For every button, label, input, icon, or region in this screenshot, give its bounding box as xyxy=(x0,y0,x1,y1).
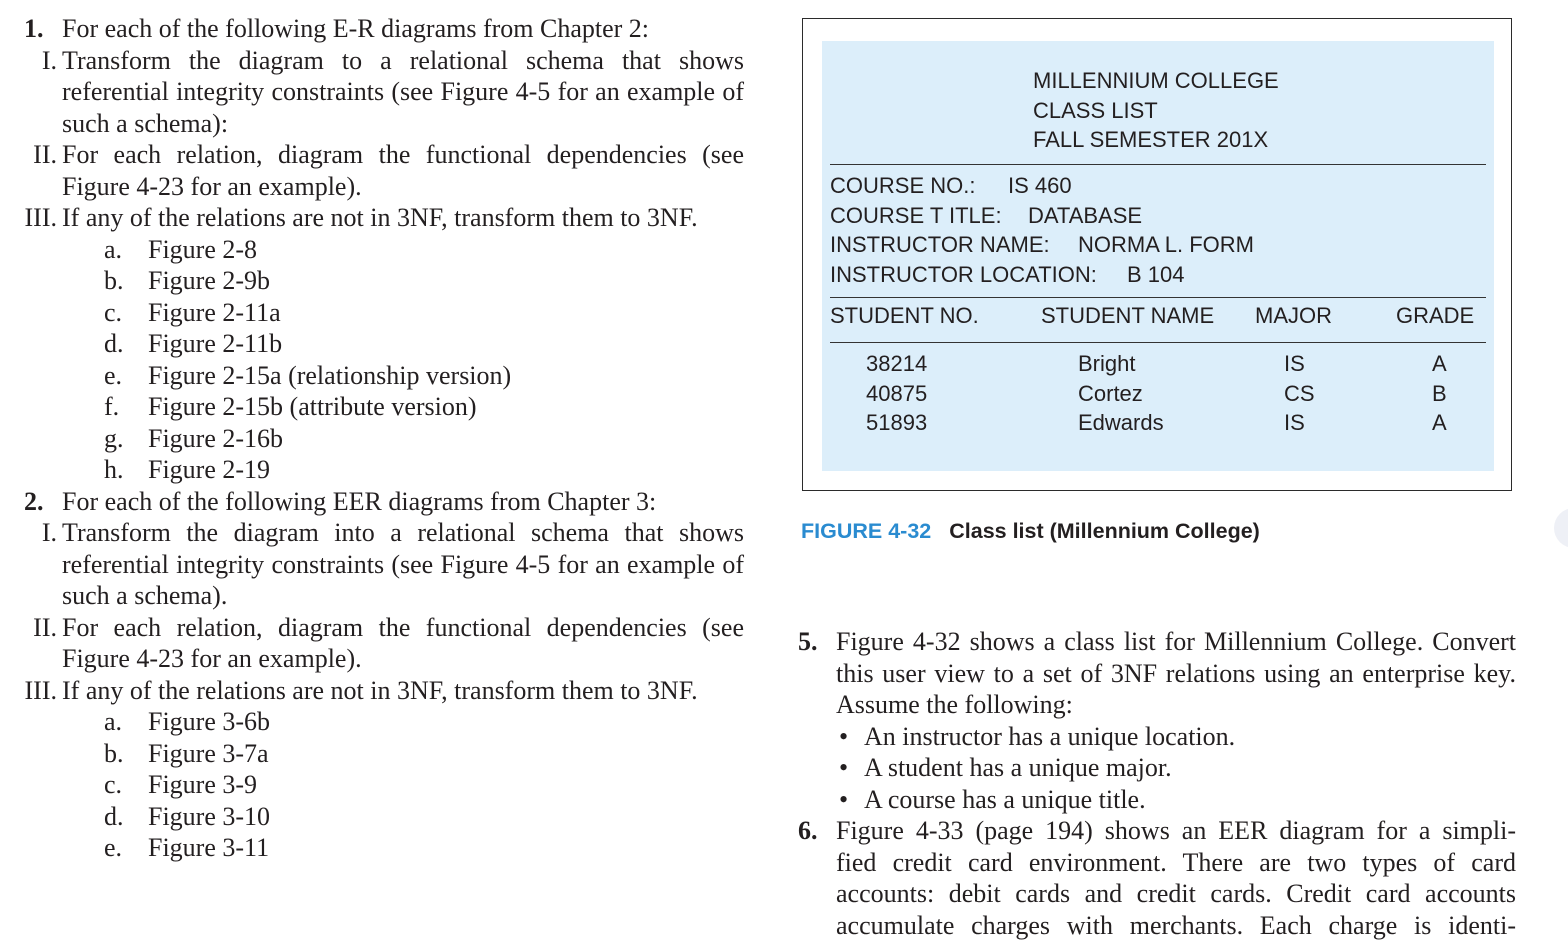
column-header: GRADE xyxy=(1396,303,1475,328)
edge-overlay xyxy=(1554,508,1568,548)
question-text xyxy=(836,815,1516,941)
table-cell: CS xyxy=(1284,380,1315,406)
item-text: Figure 2-19 xyxy=(148,455,271,484)
step-label: III. xyxy=(24,203,57,232)
item-label: h. xyxy=(104,455,124,484)
question-text: For each of the following EER diagrams from Chapter 3: xyxy=(62,486,657,516)
bullet-icon: • xyxy=(839,753,849,782)
column-header: STUDENT NAME xyxy=(1041,303,1215,328)
item-label: b. xyxy=(104,266,124,295)
question-1 xyxy=(24,13,744,486)
table-cell: 38214 xyxy=(866,351,928,376)
item-label: c. xyxy=(104,297,123,327)
text-line: accounts: debit cards and credit cards. Credit card accounts xyxy=(836,879,1516,908)
class-list-form xyxy=(822,41,1494,471)
item-text: A student has a unique major. xyxy=(864,753,1172,782)
list-item xyxy=(104,360,744,392)
item-text: Figure 2-8 xyxy=(148,234,258,264)
info-value: DATABASE xyxy=(1028,202,1143,228)
table-cell: Edwards xyxy=(1078,410,1164,435)
table-cell: B xyxy=(1432,380,1447,406)
info-label: COURSE NO.: xyxy=(830,173,976,198)
step-label: II. xyxy=(33,612,57,642)
question-text: For each of the following E-R diagrams from Chapter 2: xyxy=(62,14,650,43)
info-row xyxy=(830,201,1142,231)
figure-frame xyxy=(802,18,1512,491)
divider xyxy=(830,342,1486,343)
left-column xyxy=(24,13,744,864)
table-cell: IS xyxy=(1284,410,1305,435)
item-label: c. xyxy=(104,770,123,799)
item-text: Figure 3-9 xyxy=(148,770,258,799)
semester: FALL SEMESTER 201X xyxy=(1033,127,1269,152)
list-item xyxy=(104,265,744,297)
text-line: accumulate charges with merchants. Each charge is identi- xyxy=(836,910,1516,940)
info-row xyxy=(830,260,1185,290)
info-row xyxy=(830,171,1072,201)
instruction-step xyxy=(33,612,744,675)
question-number: 2. xyxy=(24,486,44,516)
table-cell: A xyxy=(1432,351,1447,376)
question-6 xyxy=(798,815,1516,941)
item-label: a. xyxy=(104,234,123,264)
text-line: Figure 4-33 (page 194) shows an EER diagram for a simpli- xyxy=(836,816,1516,845)
item-text: Figure 3-7a xyxy=(148,738,269,768)
list-item xyxy=(104,769,744,801)
table-cell: Cortez xyxy=(1078,380,1143,406)
bullet-icon: • xyxy=(839,721,849,751)
info-value: B 104 xyxy=(1127,261,1185,287)
item-text: Figure 2-15a (relationship version) xyxy=(148,360,512,390)
list-item xyxy=(104,738,744,770)
item-text: Figure 3-6b xyxy=(148,707,271,736)
list-item xyxy=(104,801,744,833)
figure-list xyxy=(104,706,744,864)
table-cell: 51893 xyxy=(866,410,928,435)
item-text: Figure 2-15b (attribute version) xyxy=(148,392,477,421)
right-column xyxy=(798,626,1516,941)
step-text: If any of the relations are not in 3NF, transform them to 3NF. xyxy=(62,203,698,232)
list-item xyxy=(836,752,1516,784)
instruction-step xyxy=(41,517,744,612)
item-text: Figure 2-11a xyxy=(148,297,281,327)
info-value: NORMA L. FORM xyxy=(1078,232,1255,257)
figure-number: FIGURE 4-32 xyxy=(801,519,932,543)
list-item xyxy=(104,423,744,455)
step-text: For each relation, diagram the functional dependencies (see Figure 4-23 for an example). xyxy=(62,612,744,673)
form-header xyxy=(1033,66,1279,155)
instruction-step xyxy=(33,139,744,202)
step-text: Transform the diagram to a relational schema that shows referential integrity constraints (see Figure 4-5 for an example of such a schema): xyxy=(62,45,744,138)
college-name: MILLENNIUM COLLEGE xyxy=(1033,68,1279,93)
info-label: COURSE T ITLE: xyxy=(830,202,1002,228)
item-label: e. xyxy=(104,833,123,862)
table-cell: Bright xyxy=(1078,351,1136,376)
step-label: III. xyxy=(24,675,57,705)
list-item xyxy=(836,784,1516,816)
step-label: II. xyxy=(33,140,57,169)
question-number: 5. xyxy=(798,627,818,656)
step-text: For each relation, diagram the functional dependencies (see Figure 4-23 for an example). xyxy=(62,140,744,201)
item-label: a. xyxy=(104,707,123,736)
column-header: MAJOR xyxy=(1255,303,1332,328)
question-2 xyxy=(24,486,744,864)
list-item xyxy=(104,234,744,266)
column-header: STUDENT NO. xyxy=(830,303,979,328)
list-item xyxy=(836,721,1516,753)
list-item xyxy=(104,391,744,423)
figure-list xyxy=(104,234,744,486)
table-cell: 40875 xyxy=(866,380,928,406)
item-text: Figure 2-11b xyxy=(148,329,283,358)
table-cell: IS xyxy=(1284,351,1305,376)
assumption-list xyxy=(836,721,1516,816)
item-label: d. xyxy=(104,801,124,831)
item-text: Figure 2-16b xyxy=(148,423,284,453)
item-text: Figure 2-9b xyxy=(148,266,271,295)
item-label: f. xyxy=(104,392,120,421)
divider xyxy=(830,164,1486,165)
step-label: I. xyxy=(41,45,57,75)
item-label: e. xyxy=(104,360,123,390)
info-value: IS 460 xyxy=(1008,173,1072,198)
item-text: Figure 3-11 xyxy=(148,833,270,862)
step-label: I. xyxy=(41,518,57,547)
info-row xyxy=(830,230,1254,260)
item-text: Figure 3-10 xyxy=(148,801,271,831)
figure-caption xyxy=(801,519,1260,544)
question-number: 6. xyxy=(798,816,818,845)
list-item xyxy=(104,706,744,738)
table-cell: A xyxy=(1432,410,1447,435)
instruction-step xyxy=(24,202,744,234)
divider xyxy=(830,297,1486,298)
info-label: INSTRUCTOR LOCATION: xyxy=(830,261,1097,287)
question-text: Figure 4-32 shows a class list for Millennium College. Convert this user view to a set of 3NF relations using an enterprise key. Assume the following: xyxy=(836,627,1516,719)
item-label: b. xyxy=(104,738,124,768)
item-label: g. xyxy=(104,423,124,453)
info-label: INSTRUCTOR NAME: xyxy=(830,232,1050,257)
item-label: d. xyxy=(104,329,124,358)
item-text: A course has a unique title. xyxy=(864,784,1146,814)
list-item xyxy=(104,328,744,360)
instruction-step xyxy=(24,675,744,707)
bullet-icon: • xyxy=(839,784,849,814)
text-line: fied credit card environment. There are two types of card xyxy=(836,847,1516,877)
question-number: 1. xyxy=(24,14,44,43)
form-title: CLASS LIST xyxy=(1033,97,1158,123)
figure-caption-text: Class list (Millennium College) xyxy=(949,519,1260,543)
list-item xyxy=(104,832,744,864)
list-item xyxy=(104,454,744,486)
instruction-step xyxy=(41,45,744,140)
step-text: If any of the relations are not in 3NF, transform them to 3NF. xyxy=(62,675,698,705)
list-item xyxy=(104,297,744,329)
step-text: Transform the diagram into a relational schema that shows referential integrity constraints (see Figure 4-5 for an example of such a schema). xyxy=(62,518,744,610)
item-text: An instructor has a unique location. xyxy=(864,721,1236,751)
question-5 xyxy=(798,626,1516,815)
